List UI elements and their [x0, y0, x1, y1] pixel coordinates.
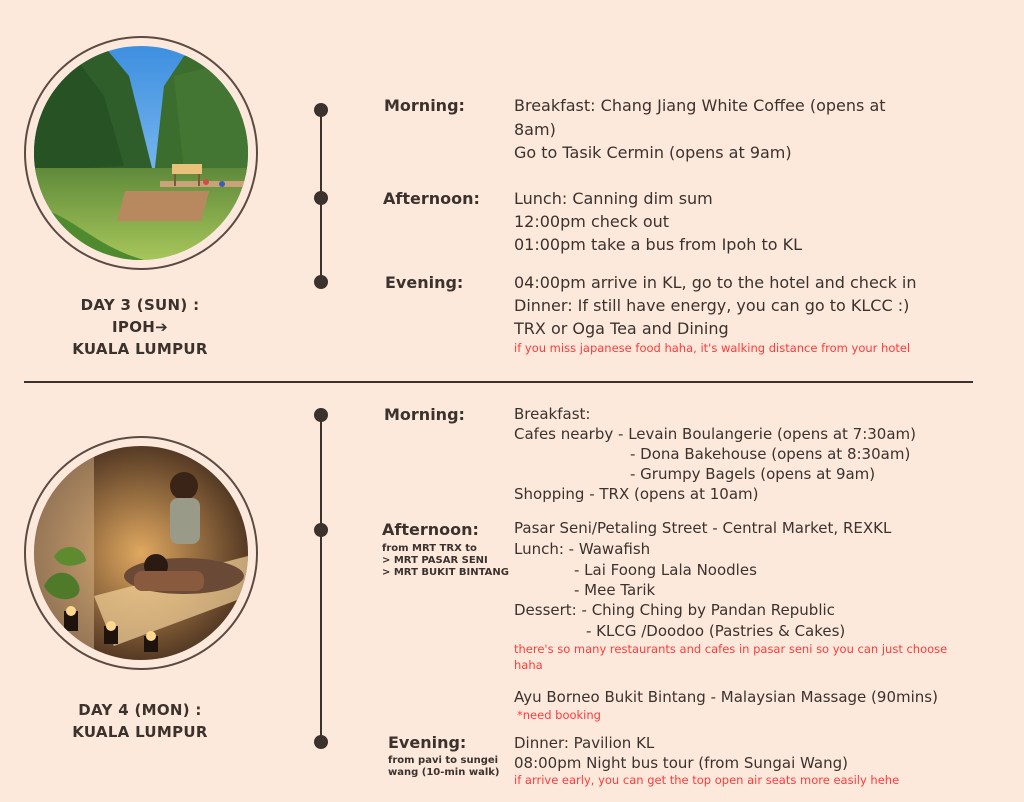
day4-afternoon-line: - Mee Tarik: [574, 581, 656, 599]
day4-afternoon-note: there's so many restaurants and cafes in pasar seni so you can just choose: [514, 642, 948, 656]
day4-morning-line: Cafes nearby - Levain Boulangerie (opens at 7:30am): [514, 425, 917, 443]
day4-massage-line: Ayu Borneo Bukit Bintang - Malaysian Massage (90mins): [514, 688, 938, 706]
day4-morning-line: Shopping - TRX (opens at 10am): [514, 485, 759, 503]
day3-evening-label: Evening:: [385, 273, 464, 292]
day3-morning-line: Go to Tasik Cermin (opens at 9am): [514, 143, 792, 162]
day4-booking-note: *need booking: [517, 708, 601, 722]
day3-afternoon-line: 01:00pm take a bus from Ipoh to KL: [514, 235, 803, 254]
day4-afternoon-line: - KLCG /Doodoo (Pastries & Cakes): [586, 622, 846, 640]
day3-title: [40, 294, 240, 360]
day4-afternoon-line: Dessert: - Ching Ching by Pandan Republic: [514, 601, 835, 619]
day4-morning-line: - Grumpy Bagels (opens at 9am): [630, 465, 876, 483]
day4-evening-note: if arrive early, you can get the top open air seats more easily hehe: [514, 773, 900, 787]
day4-afternoon-dot: [314, 523, 328, 537]
day4-afternoon-sub: [382, 543, 509, 579]
day3-evening-note: if you miss japanese food haha, it's walking distance from your hotel: [514, 341, 911, 355]
day4-title-line1: DAY 4 (MON) :: [78, 701, 202, 719]
day4-evening-line: 08:00pm Night bus tour (from Sungai Wang): [514, 754, 848, 772]
day4-afternoon-note: haha: [514, 658, 543, 672]
day4-afternoon-sub-line: > MRT BUKIT BINTANG: [382, 567, 509, 578]
day4-evening-dot: [314, 735, 328, 749]
day4-afternoon-line: Pasar Seni/Petaling Street - Central Market, REXKL: [514, 519, 892, 537]
day4-evening-line: Dinner: Pavilion KL: [514, 734, 655, 752]
day4-afternoon-sub-line: > MRT PASAR SENI: [382, 555, 488, 566]
day3-title-line1: DAY 3 (SUN) :: [80, 296, 200, 314]
day4-photo-massage: [34, 446, 248, 660]
day4-afternoon-line: - Lai Foong Lala Noodles: [574, 561, 757, 579]
day4-morning-label: Morning:: [384, 405, 465, 424]
day4-morning-line: Breakfast:: [514, 405, 591, 423]
day4-title-line2: KUALA LUMPUR: [72, 723, 208, 741]
day3-morning-line: 8am): [514, 120, 556, 139]
day3-title-line2: IPOH➔: [112, 318, 168, 336]
day4-morning-line: - Dona Bakehouse (opens at 8:30am): [630, 445, 911, 463]
day3-afternoon-dot: [314, 191, 328, 205]
day3-afternoon-line: Lunch: Canning dim sum: [514, 189, 713, 208]
day-divider: [24, 381, 973, 383]
day3-morning-label: Morning:: [384, 96, 465, 115]
day4-evening-label: Evening:: [388, 733, 467, 752]
day4-afternoon-line: Lunch: - Wawafish: [514, 540, 651, 558]
day3-evening-dot: [314, 275, 328, 289]
day3-evening-line: 04:00pm arrive in KL, go to the hotel and check in: [514, 273, 917, 292]
day4-afternoon-label: Afternoon:: [382, 520, 479, 539]
day3-photo-lake: [34, 46, 248, 260]
day3-evening-line: TRX or Oga Tea and Dining: [514, 319, 729, 338]
day4-evening-sub-line: from pavi to sungei: [388, 755, 499, 766]
day3-evening-line: Dinner: If still have energy, you can go to KLCC :): [514, 296, 910, 315]
day3-afternoon-line: 12:00pm check out: [514, 212, 670, 231]
day4-afternoon-sub-line: from MRT TRX to: [382, 543, 477, 554]
day3-morning-line: Breakfast: Chang Jiang White Coffee (opens at: [514, 96, 886, 115]
day3-title-line3: KUALA LUMPUR: [72, 340, 208, 358]
day3-morning-dot: [314, 103, 328, 117]
day3-afternoon-label: Afternoon:: [383, 189, 480, 208]
day4-title: [40, 699, 240, 743]
day4-timeline: [320, 420, 322, 742]
day4-evening-sub-line: wang (10-min walk): [388, 767, 500, 778]
day4-morning-dot: [314, 408, 328, 422]
day4-evening-sub: [388, 755, 499, 779]
